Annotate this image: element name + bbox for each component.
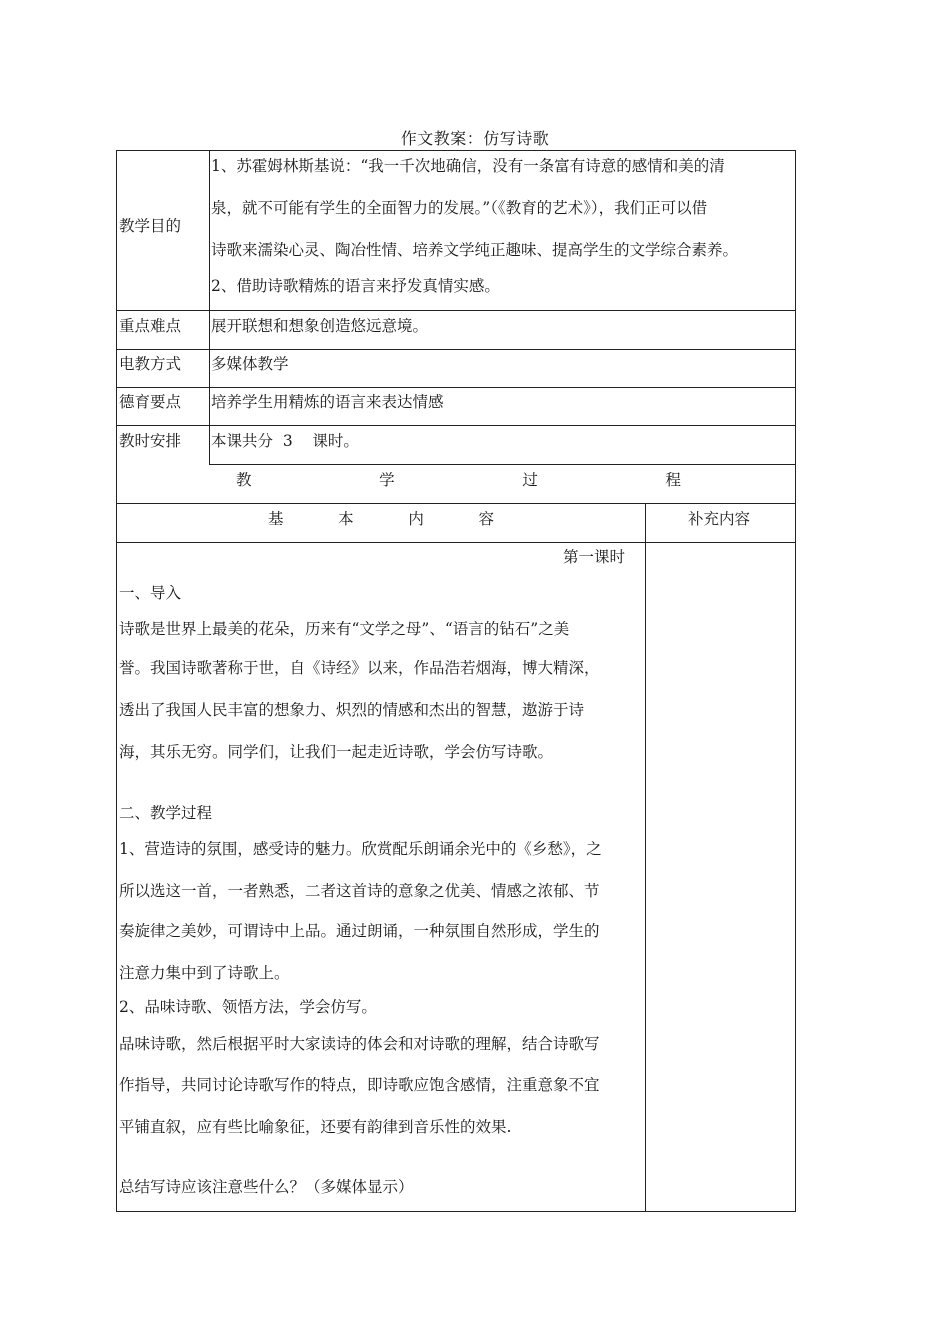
row-label-media-method: 电教方式 xyxy=(119,355,182,373)
column-divider xyxy=(645,503,646,1212)
row-divider xyxy=(116,387,796,388)
content-heading-char: 内 xyxy=(408,510,424,528)
body-line: 总结写诗应该注意些什么？（多媒体显示） xyxy=(119,1178,414,1196)
row-divider xyxy=(116,310,796,311)
row-label-key-points: 重点难点 xyxy=(119,317,182,335)
row-divider xyxy=(116,349,796,350)
column-divider xyxy=(209,150,210,465)
document-title: 作文教案：仿写诗歌 xyxy=(400,129,550,148)
purpose-line: 泉，就不可能有学生的全面智力的发展。”（《教育的艺术》），我们正可以借 xyxy=(211,199,708,217)
schedule-value: 本课共分 3 课时。 xyxy=(211,432,359,450)
body-line: 海，其乐无穷。同学们，让我们一起走近诗歌，学会仿写诗歌。 xyxy=(119,743,554,761)
process-heading-char: 程 xyxy=(665,471,681,489)
supplement-heading: 补充内容 xyxy=(688,510,751,528)
section-heading: 二、教学过程 xyxy=(119,804,213,822)
row-label-moral-points: 德育要点 xyxy=(119,393,182,411)
process-heading xyxy=(236,470,681,490)
process-heading-char: 教 xyxy=(236,471,252,489)
body-line: 透出了我国人民丰富的想象力、炽烈的情感和杰出的智慧，遨游于诗 xyxy=(119,701,585,719)
process-heading-char: 学 xyxy=(379,471,395,489)
body-line: 平铺直叙，应有些比喻象征，还要有韵律到音乐性的效果. xyxy=(119,1118,512,1136)
body-line: 誉。我国诗歌著称于世，自《诗经》以来，作品浩若烟海，博大精深， xyxy=(119,659,600,677)
lesson-label: 第一课时 xyxy=(563,548,626,566)
row-divider xyxy=(116,425,796,426)
body-line: 品味诗歌，然后根据平时大家读诗的体会和对诗歌的理解，结合诗歌写 xyxy=(119,1035,600,1053)
row-divider xyxy=(116,542,796,543)
body-line: 1、营造诗的氛围，感受诗的魅力。欣赏配乐朗诵余光中的《乡愁》，之 xyxy=(119,840,602,858)
moral-points-value: 培养学生用精炼的语言来表达情感 xyxy=(211,393,444,411)
body-line: 奏旋律之美妙，可谓诗中上品。通过朗诵，一种氛围自然形成，学生的 xyxy=(119,922,600,940)
row-label-teaching-purpose: 教学目的 xyxy=(119,217,182,235)
content-heading xyxy=(268,509,494,529)
purpose-line: 2、借助诗歌精炼的语言来抒发真情实感。 xyxy=(211,277,500,295)
section-heading: 一、导入 xyxy=(119,584,182,602)
body-line: 所以选这一首，一者熟悉，二者这首诗的意象之优美、情感之浓郁、节 xyxy=(119,882,600,900)
media-method-value: 多媒体教学 xyxy=(211,355,289,373)
body-line: 注意力集中到了诗歌上。 xyxy=(119,964,290,982)
content-heading-char: 容 xyxy=(478,510,494,528)
body-line: 2、品味诗歌、领悟方法，学会仿写。 xyxy=(119,998,377,1016)
row-divider xyxy=(116,503,796,504)
row-divider xyxy=(209,464,796,465)
content-heading-char: 基 xyxy=(268,510,284,528)
row-label-schedule: 教时安排 xyxy=(119,432,182,450)
body-line: 作指导，共同讨论诗歌写作的特点，即诗歌应饱含感情，注重意象不宜 xyxy=(119,1076,600,1094)
content-heading-char: 本 xyxy=(338,510,354,528)
body-line: 诗歌是世界上最美的花朵，历来有“文学之母”、“语言的钻石”之美 xyxy=(119,620,570,638)
process-heading-char: 过 xyxy=(522,471,538,489)
purpose-line: 1、苏霍姆林斯基说：“我一千次地确信，没有一条富有诗意的感情和美的清 xyxy=(211,157,725,175)
purpose-line: 诗歌来濡染心灵、陶冶性情、培养文学纯正趣味、提高学生的文学综合素养。 xyxy=(211,241,739,259)
key-points-value: 展开联想和想象创造悠远意境。 xyxy=(211,317,429,335)
